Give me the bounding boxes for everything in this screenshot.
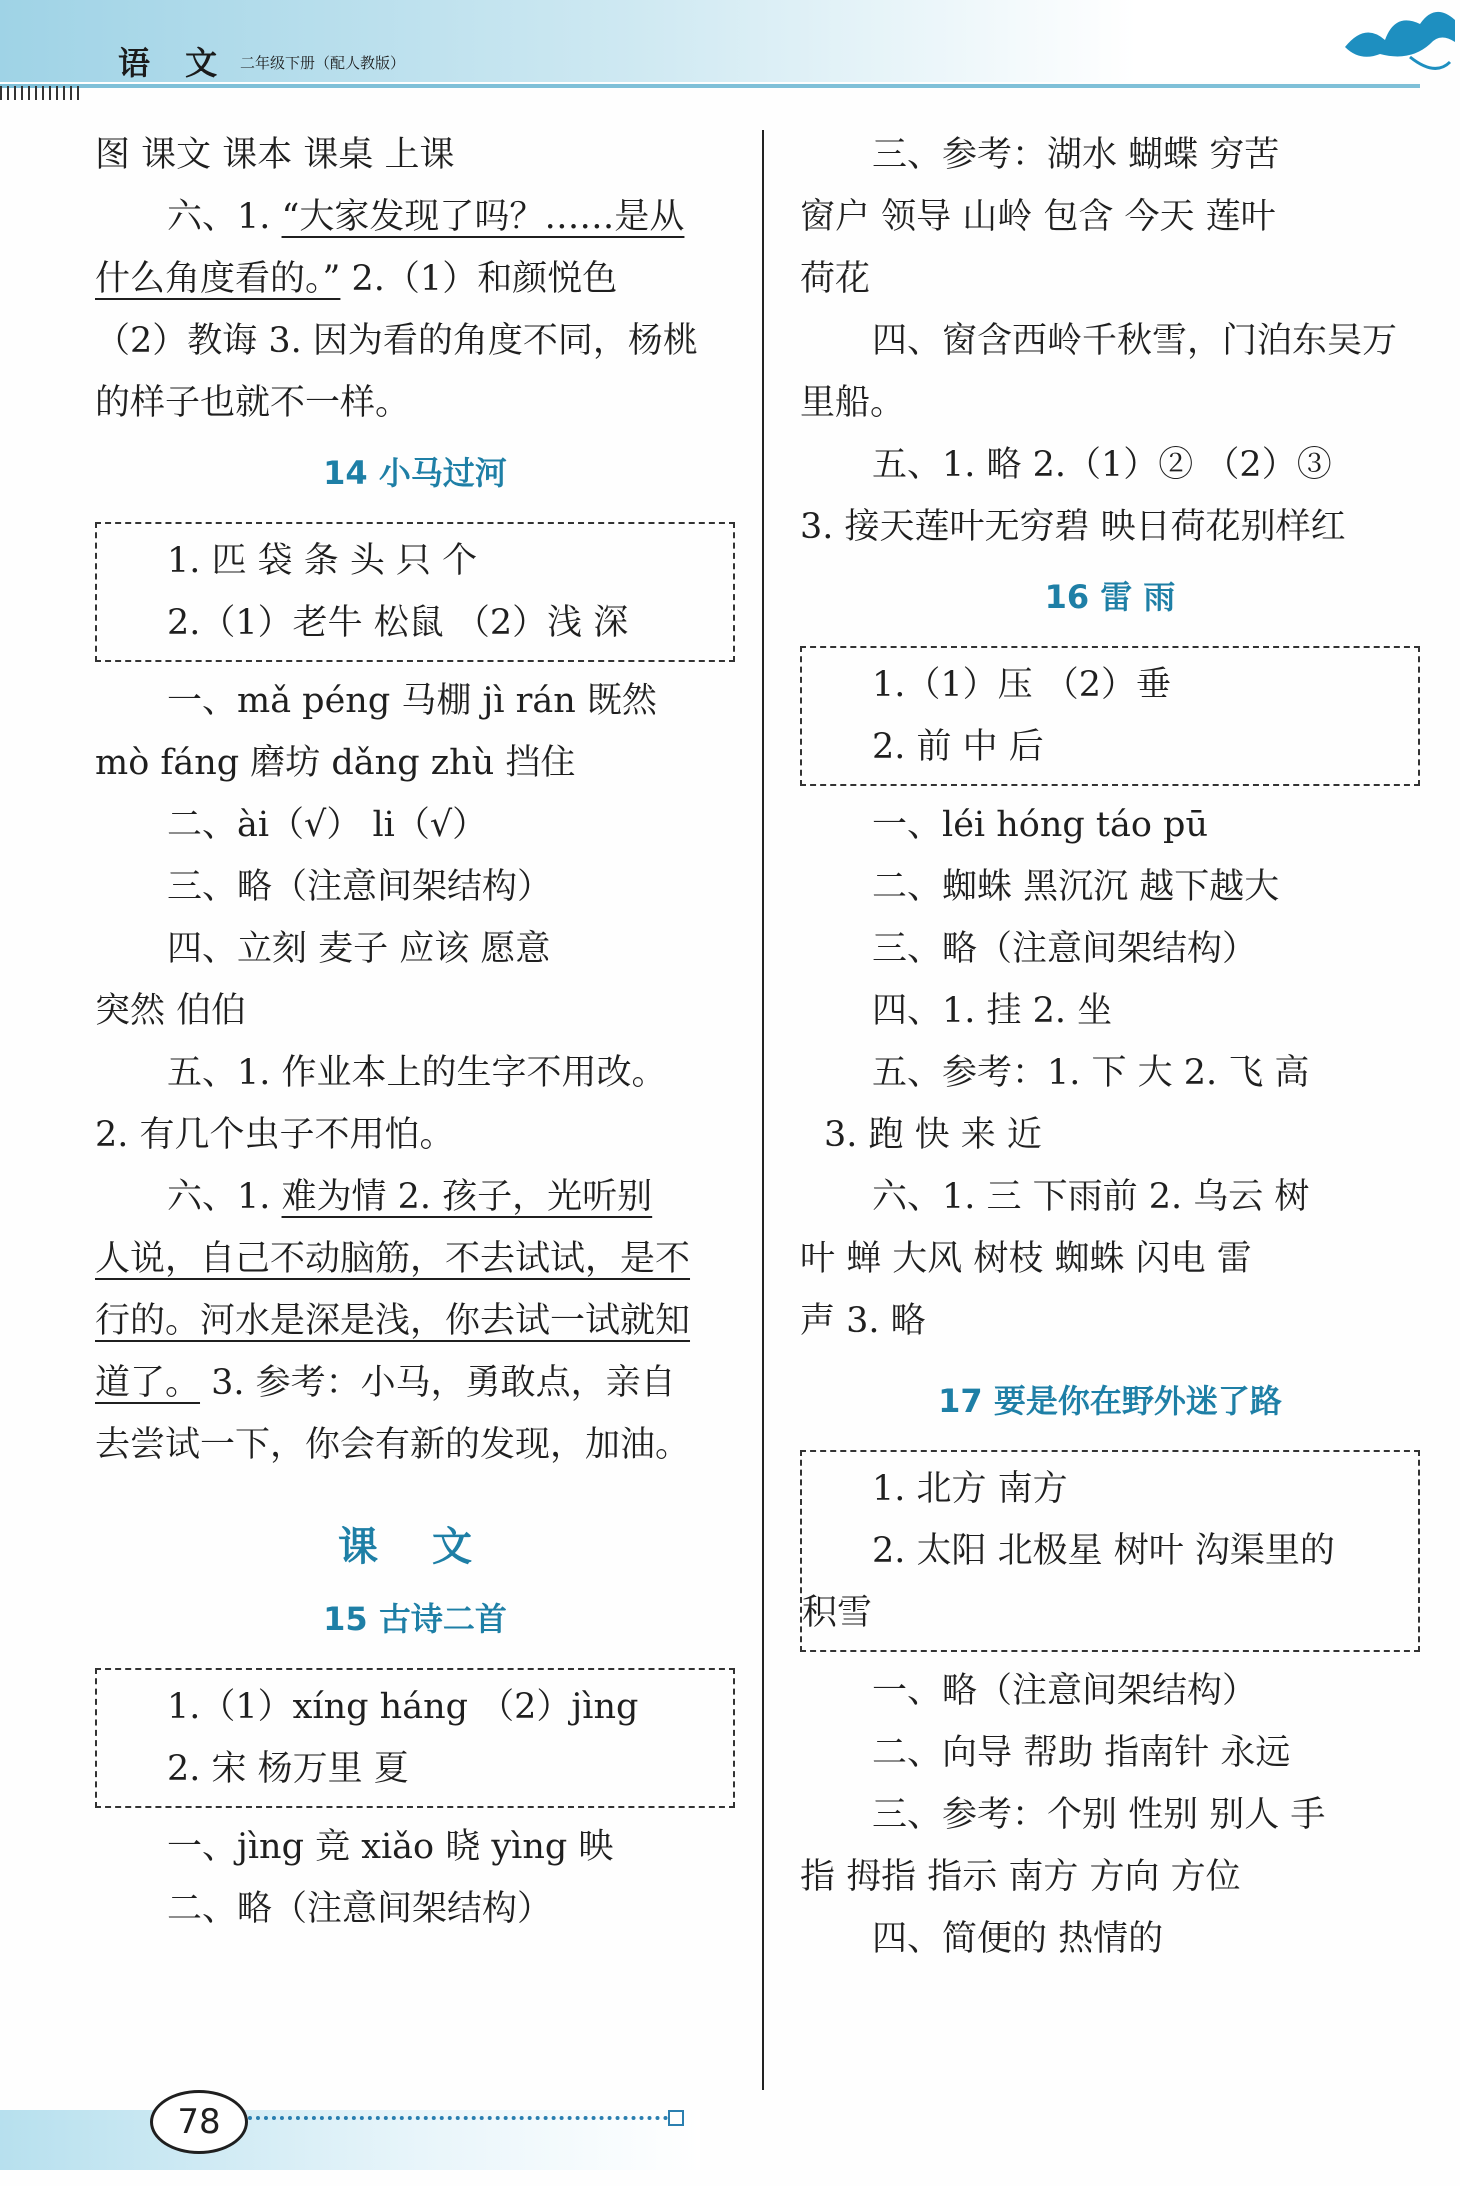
answer-line: 2. 有几个虫子不用怕。 [95,1115,455,1155]
answer-line: 二、向导 帮助 指南针 永远 [872,1733,1291,1773]
grade-label: 二年级下册（配人教版） [240,54,406,72]
answer-line: 四、立刻 麦子 应该 愿意 [167,929,551,969]
answer-line: 四、窗含西岭千秋雪，门泊东吴万 [872,321,1398,361]
lesson-title-16: 16 雷 雨 [1044,578,1176,616]
answer-box-16 [800,646,1420,786]
answer-line: 的样子也就不一样。 [95,383,411,423]
box-line: 1. 北方 南方 [872,1469,1068,1509]
answer-line: 三、略（注意间架结构） [167,867,553,907]
lesson-title-15: 15 古诗二首 [323,1600,507,1638]
page-header [0,0,1460,100]
answer-line: 三、略（注意间架结构） [872,929,1258,969]
answer-line: 荷花 [800,259,871,299]
box-line: 2. 太阳 北极星 树叶 沟渠里的 [872,1531,1335,1571]
wave-logo-icon [1340,2,1460,82]
box-line: 1.（1）xíng háng （2）jìng [167,1687,639,1727]
answer-line: 3. 跑 快 来 近 [824,1115,1042,1155]
lesson-title-14: 14 小马过河 [323,454,507,492]
footer-dotted-rule [248,2116,668,2120]
answer-line: 六、1. 难为情 2. 孩子，光听别 [167,1177,653,1217]
answer-line: 叶 蝉 大风 树枝 蜘蛛 闪电 雷 [800,1239,1252,1279]
box-line: 积雪 [802,1593,873,1633]
answer-line: 声 3. 略 [800,1301,926,1341]
box-line: 1.（1）压 （2）垂 [872,665,1172,705]
header-rule [0,84,1420,88]
lesson-title-17: 17 要是你在野外迷了路 [938,1382,1282,1420]
answer-line: 六、1. 三 下雨前 2. 乌云 树 [872,1177,1310,1217]
answer-line: 三、参考：湖水 蝴蝶 穷苦 [872,135,1280,175]
answer-line: （2）教诲 3. 因为看的角度不同，杨桃 [95,321,698,361]
answer-line: 突然 伯伯 [95,991,247,1031]
column-divider [762,130,764,2090]
answer-line: 什么角度看的。” 2.（1）和颜悦色 [95,259,618,299]
answer-line: 窗户 领导 山岭 包含 今天 莲叶 [800,197,1276,237]
box-line: 2. 前 中 后 [872,727,1044,767]
page-number: 78 [150,2090,248,2154]
answer-line: 行的。河水是深是浅，你去试一试就知 [95,1301,691,1341]
answer-line: 指 拇指 指示 南方 方向 方位 [800,1857,1241,1897]
answer-box-15 [95,1668,735,1808]
answer-box-17 [800,1450,1420,1652]
answer-line: 四、1. 挂 2. 坐 [872,991,1113,1031]
footer-square-icon [668,2110,684,2126]
answer-line: 一、jìng 竞 xiǎo 晓 yìng 映 [167,1827,614,1867]
left-column [95,124,735,1940]
answer-line: 里船。 [800,383,906,423]
answer-line: 人说，自己不动脑筋，不去试试，是不 [95,1239,691,1279]
answer-line: 一、léi hóng táo pū [872,805,1208,845]
answer-line: 二、略（注意间架结构） [167,1889,553,1929]
answer-line: 三、参考：个别 性别 别人 手 [872,1795,1326,1835]
answer-line: 二、ài（√） li（√） [167,805,488,845]
answer-line: 去尝试一下，你会有新的发现，加油。 [95,1425,691,1465]
box-line: 2.（1）老牛 松鼠 （2）浅 深 [167,603,629,643]
answer-line: 二、蜘蛛 黑沉沉 越下越大 [872,867,1280,907]
subject-title: 语 文 [118,44,230,82]
answer-line: 3. 接天莲叶无穷碧 映日荷花别样红 [800,507,1346,547]
answer-line: 六、1. “大家发现了吗？……是从 [167,197,685,237]
answer-box-14 [95,522,735,662]
answer-line: 图 课文 课本 课桌 上课 [95,135,455,175]
right-column [800,124,1420,1970]
page-footer [0,2050,1460,2186]
answer-line: 四、简便的 热情的 [872,1919,1164,1959]
answer-line: 一、略（注意间架结构） [872,1671,1258,1711]
answer-line: mò fáng 磨坊 dǎng zhù 挡住 [95,743,576,783]
answer-line: 一、mǎ péng 马棚 jì rán 既然 [167,681,657,721]
section-title: 课 文 [338,1524,492,1570]
box-line: 1. 匹 袋 条 头 只 个 [167,541,478,581]
answer-line: 道了。 3. 参考：小马，勇敢点，亲自 [95,1363,676,1403]
answer-line: 五、1. 作业本上的生字不用改。 [167,1053,667,1093]
box-line: 2. 宋 杨万里 夏 [167,1749,409,1789]
answer-line: 五、参考：1. 下 大 2. 飞 高 [872,1053,1310,1093]
answer-line: 五、1. 略 2.（1）② （2）③ [872,445,1332,485]
header-ticks [0,86,80,100]
